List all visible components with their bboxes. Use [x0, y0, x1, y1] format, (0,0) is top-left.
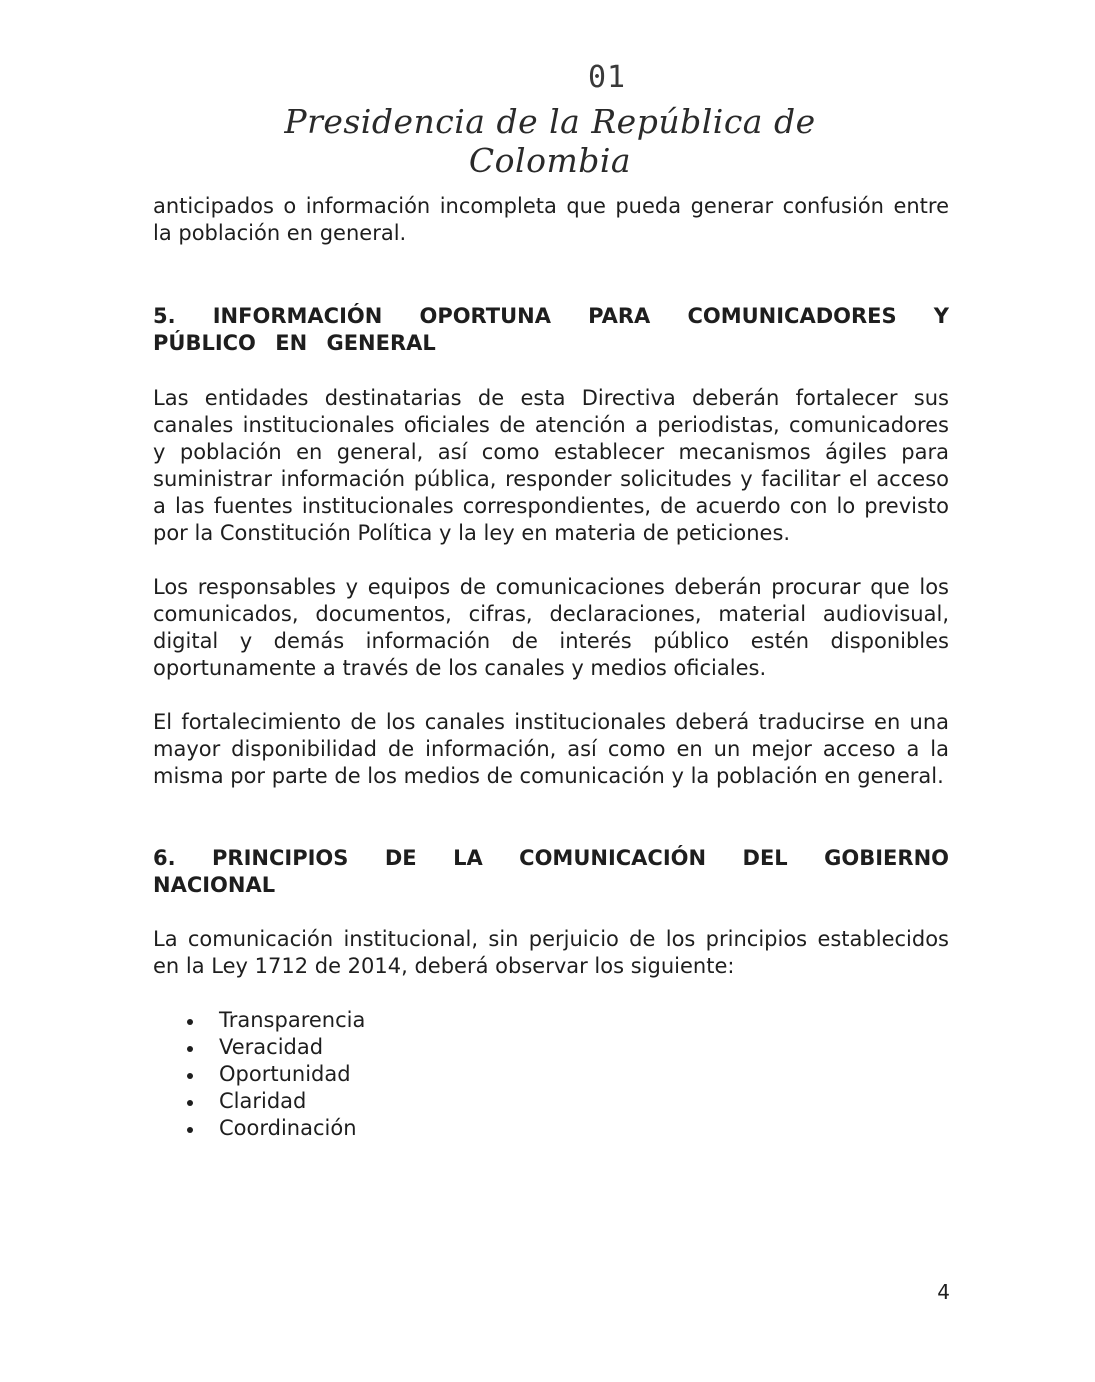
list-item-veracidad: Veracidad — [219, 1034, 949, 1061]
paragraph-fortalecimiento: El fortalecimiento de los canales institucionales deberá traducirse en una mayor disponibilidad de información, así como en un mejor acceso a la misma por parte de los medios de comunicación y la población en general. — [153, 710, 949, 788]
letterhead: Presidencia de la República de Colombia — [284, 102, 816, 180]
paragraph-canales-institucionales: Las entidades destinatarias de esta Directiva deberán fortalecer sus canales institucionales oficiales de atención a periodistas, comunicadores y población en general, así como establecer mecanismos ágiles para suministrar información pública, responder solicitudes y facilitar el acceso a las fuentes institucionales correspondientes, de acuerdo con lo previsto por la Constitución Política y la ley en materia de peticiones. — [153, 386, 949, 545]
list-item-coordinacion: Coordinación — [219, 1115, 949, 1142]
paragraph-responsables-comunicaciones: Los responsables y equipos de comunicaciones deberán procurar que los comunicados, documentos, cifras, declaraciones, material audiovisual, digital y demás información de interés público estén disponibles oportunamente a través de los canales y medios oficiales. — [153, 575, 949, 680]
principles-list — [153, 1007, 949, 1142]
page-number: 4 — [937, 1280, 950, 1304]
list-item-claridad: Claridad — [219, 1088, 949, 1115]
list-item-transparencia: Transparencia — [219, 1007, 949, 1034]
section-6-heading: 6. PRINCIPIOS DE LA COMUNICACIÓN DEL GOBIERNO NACIONAL — [153, 846, 949, 897]
document-body — [153, 193, 949, 1142]
document-stamp-number: 01 — [588, 60, 627, 95]
list-item-oportunidad: Oportunidad — [219, 1061, 949, 1088]
paragraph-continuation: anticipados o información incompleta que pueda generar confusión entre la población en general. — [153, 194, 949, 245]
section-5-heading: 5. INFORMACIÓN OPORTUNA PARA COMUNICADORES Y PÚBLICO EN GENERAL — [153, 304, 949, 355]
paragraph-comunicacion-institucional: La comunicación institucional, sin perjuicio de los principios establecidos en la Ley 1712 de 2014, deberá observar los siguiente: — [153, 927, 949, 978]
